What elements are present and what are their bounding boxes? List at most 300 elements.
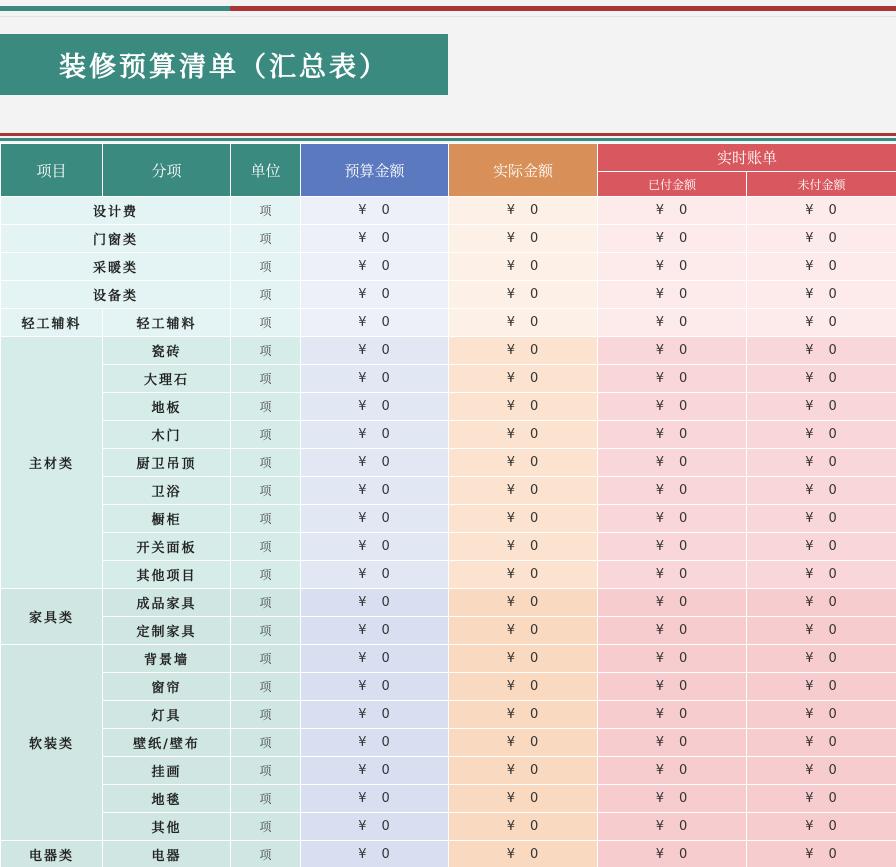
currency-symbol: ¥: [655, 455, 665, 470]
currency-symbol: ¥: [655, 399, 665, 414]
actual-value: 0: [530, 847, 540, 862]
currency-symbol: ¥: [655, 623, 665, 638]
budget-amount-cell[interactable]: [301, 225, 449, 253]
unpaid-value: 0: [828, 343, 838, 358]
budget-amount-cell[interactable]: [301, 785, 449, 813]
unpaid-amount-cell[interactable]: [747, 253, 896, 281]
unpaid-value: 0: [828, 595, 838, 610]
currency-symbol: ¥: [506, 483, 516, 498]
currency-symbol: ¥: [655, 791, 665, 806]
actual-value: 0: [530, 343, 540, 358]
category-cell[interactable]: 软装类: [1, 645, 103, 841]
budget-amount-cell[interactable]: [301, 645, 449, 673]
currency-symbol: ¥: [506, 203, 516, 218]
budget-amount-cell[interactable]: [301, 673, 449, 701]
unpaid-value: 0: [828, 539, 838, 554]
subitem-cell[interactable]: 厨卫吊顶: [103, 449, 231, 477]
unpaid-amount-cell[interactable]: [747, 785, 896, 813]
actual-amount-cell[interactable]: [449, 785, 598, 813]
header-realtime-bill[interactable]: 实时账单: [598, 144, 896, 172]
unpaid-value: 0: [828, 259, 838, 274]
subitem-cell[interactable]: 其他: [103, 813, 231, 841]
unpaid-amount-cell[interactable]: [747, 281, 896, 309]
category-cell[interactable]: 采暖类: [1, 253, 231, 281]
currency-symbol: ¥: [506, 539, 516, 554]
currency-symbol: ¥: [506, 707, 516, 722]
paid-amount-cell[interactable]: [598, 729, 747, 757]
category-cell[interactable]: 门窗类: [1, 225, 231, 253]
category-cell[interactable]: 设计费: [1, 197, 231, 225]
currency-symbol: ¥: [805, 287, 815, 302]
paid-value: 0: [679, 819, 689, 834]
currency-symbol: ¥: [506, 455, 516, 470]
actual-amount-cell[interactable]: [449, 729, 598, 757]
budget-value: 0: [381, 707, 391, 722]
currency-symbol: ¥: [358, 427, 368, 442]
unpaid-amount-cell[interactable]: [747, 225, 896, 253]
subitem-cell[interactable]: 挂画: [103, 757, 231, 785]
currency-symbol: ¥: [805, 539, 815, 554]
currency-symbol: ¥: [358, 595, 368, 610]
unit-cell[interactable]: 项: [231, 393, 301, 421]
budget-value: 0: [381, 847, 391, 862]
actual-value: 0: [530, 399, 540, 414]
table-row: [1, 197, 896, 225]
budget-amount-cell[interactable]: [301, 393, 449, 421]
unit-cell[interactable]: 项: [231, 309, 301, 337]
unpaid-amount-cell[interactable]: [747, 337, 896, 365]
budget-amount-cell[interactable]: [301, 197, 449, 225]
currency-symbol: ¥: [655, 567, 665, 582]
unit-cell[interactable]: 项: [231, 617, 301, 645]
unpaid-amount-cell[interactable]: [747, 393, 896, 421]
paid-amount-cell[interactable]: [598, 813, 747, 841]
unit-cell[interactable]: 项: [231, 449, 301, 477]
unpaid-value: 0: [828, 791, 838, 806]
subitem-cell[interactable]: 其他项目: [103, 561, 231, 589]
paid-value: 0: [679, 287, 689, 302]
currency-symbol: ¥: [506, 371, 516, 386]
currency-symbol: ¥: [655, 707, 665, 722]
table-row: [1, 617, 896, 645]
title-stripe-teal: [0, 138, 896, 141]
currency-symbol: ¥: [805, 511, 815, 526]
budget-amount-cell[interactable]: [301, 729, 449, 757]
currency-symbol: ¥: [506, 259, 516, 274]
actual-value: 0: [530, 567, 540, 582]
budget-amount-cell[interactable]: [301, 841, 449, 867]
unpaid-amount-cell[interactable]: [747, 365, 896, 393]
paid-amount-cell[interactable]: [598, 533, 747, 561]
currency-symbol: ¥: [358, 679, 368, 694]
unit-cell[interactable]: 项: [231, 589, 301, 617]
actual-amount-cell[interactable]: [449, 505, 598, 533]
paid-amount-cell[interactable]: [598, 841, 747, 867]
budget-amount-cell[interactable]: [301, 365, 449, 393]
actual-amount-cell[interactable]: [449, 701, 598, 729]
currency-symbol: ¥: [805, 819, 815, 834]
currency-symbol: ¥: [506, 399, 516, 414]
paid-value: 0: [679, 231, 689, 246]
paid-amount-cell[interactable]: [598, 673, 747, 701]
subitem-cell[interactable]: 灯具: [103, 701, 231, 729]
currency-symbol: ¥: [358, 231, 368, 246]
actual-value: 0: [530, 651, 540, 666]
table-row: [1, 421, 896, 449]
currency-symbol: ¥: [506, 343, 516, 358]
unpaid-amount-cell[interactable]: [747, 309, 896, 337]
actual-value: 0: [530, 735, 540, 750]
paid-amount-cell[interactable]: [598, 281, 747, 309]
header-paid[interactable]: 已付金额: [598, 172, 747, 197]
actual-amount-cell[interactable]: [449, 757, 598, 785]
budget-amount-cell[interactable]: [301, 309, 449, 337]
subitem-cell[interactable]: 成品家具: [103, 589, 231, 617]
budget-amount-cell[interactable]: [301, 253, 449, 281]
budget-amount-cell[interactable]: [301, 813, 449, 841]
budget-value: 0: [381, 455, 391, 470]
top-divider: [0, 16, 896, 17]
subitem-cell[interactable]: 电器: [103, 841, 231, 867]
unpaid-amount-cell[interactable]: [747, 477, 896, 505]
actual-amount-cell[interactable]: [449, 421, 598, 449]
subitem-cell[interactable]: 卫浴: [103, 477, 231, 505]
subitem-cell[interactable]: 地毯: [103, 785, 231, 813]
unit-cell[interactable]: 项: [231, 813, 301, 841]
paid-amount-cell[interactable]: [598, 309, 747, 337]
actual-amount-cell[interactable]: [449, 337, 598, 365]
currency-symbol: ¥: [655, 287, 665, 302]
budget-value: 0: [381, 231, 391, 246]
budget-amount-cell[interactable]: [301, 449, 449, 477]
actual-value: 0: [530, 791, 540, 806]
unit-cell[interactable]: 项: [231, 561, 301, 589]
paid-amount-cell[interactable]: [598, 701, 747, 729]
currency-symbol: ¥: [805, 203, 815, 218]
paid-amount-cell[interactable]: [598, 225, 747, 253]
subitem-cell[interactable]: 壁纸/壁布: [103, 729, 231, 757]
budget-value: 0: [381, 763, 391, 778]
budget-table: [0, 143, 896, 867]
unpaid-amount-cell[interactable]: [747, 729, 896, 757]
paid-value: 0: [679, 539, 689, 554]
currency-symbol: ¥: [805, 651, 815, 666]
unit-cell[interactable]: 项: [231, 645, 301, 673]
paid-amount-cell[interactable]: [598, 645, 747, 673]
paid-amount-cell[interactable]: [598, 253, 747, 281]
currency-symbol: ¥: [506, 763, 516, 778]
actual-amount-cell[interactable]: [449, 561, 598, 589]
currency-symbol: ¥: [655, 651, 665, 666]
actual-amount-cell[interactable]: [449, 589, 598, 617]
actual-value: 0: [530, 287, 540, 302]
paid-value: 0: [679, 203, 689, 218]
budget-value: 0: [381, 399, 391, 414]
unit-cell[interactable]: 项: [231, 365, 301, 393]
currency-symbol: ¥: [805, 763, 815, 778]
currency-symbol: ¥: [655, 203, 665, 218]
actual-amount-cell[interactable]: [449, 813, 598, 841]
actual-amount-cell[interactable]: [449, 673, 598, 701]
actual-amount-cell[interactable]: [449, 281, 598, 309]
paid-amount-cell[interactable]: [598, 421, 747, 449]
currency-symbol: ¥: [358, 287, 368, 302]
budget-amount-cell[interactable]: [301, 617, 449, 645]
table-row: [1, 673, 896, 701]
table-row: [1, 841, 896, 867]
budget-amount-cell[interactable]: [301, 589, 449, 617]
category-cell[interactable]: 轻工辅料: [1, 309, 103, 337]
table-row: [1, 253, 896, 281]
actual-amount-cell[interactable]: [449, 533, 598, 561]
paid-value: 0: [679, 259, 689, 274]
subitem-cell[interactable]: 橱柜: [103, 505, 231, 533]
paid-amount-cell[interactable]: [598, 505, 747, 533]
table-row: [1, 589, 896, 617]
table-row: [1, 505, 896, 533]
table-row: [1, 813, 896, 841]
budget-value: 0: [381, 679, 391, 694]
currency-symbol: ¥: [358, 511, 368, 526]
unpaid-amount-cell[interactable]: [747, 617, 896, 645]
paid-value: 0: [679, 623, 689, 638]
paid-value: 0: [679, 399, 689, 414]
currency-symbol: ¥: [358, 371, 368, 386]
unit-cell[interactable]: 项: [231, 337, 301, 365]
sheet-title: 装修预算清单（汇总表）: [0, 34, 448, 95]
subitem-cell[interactable]: 背景墙: [103, 645, 231, 673]
unpaid-value: 0: [828, 511, 838, 526]
currency-symbol: ¥: [506, 511, 516, 526]
unit-cell[interactable]: 项: [231, 225, 301, 253]
unpaid-amount-cell[interactable]: [747, 589, 896, 617]
actual-amount-cell[interactable]: [449, 449, 598, 477]
subitem-cell[interactable]: 大理石: [103, 365, 231, 393]
actual-amount-cell[interactable]: [449, 645, 598, 673]
unpaid-value: 0: [828, 819, 838, 834]
top-accent-bar-teal: [0, 6, 230, 11]
unpaid-amount-cell[interactable]: [747, 841, 896, 867]
unpaid-amount-cell[interactable]: [747, 505, 896, 533]
currency-symbol: ¥: [805, 427, 815, 442]
actual-amount-cell[interactable]: [449, 225, 598, 253]
unpaid-value: 0: [828, 763, 838, 778]
paid-value: 0: [679, 427, 689, 442]
subitem-cell[interactable]: 开关面板: [103, 533, 231, 561]
actual-value: 0: [530, 427, 540, 442]
actual-value: 0: [530, 203, 540, 218]
currency-symbol: ¥: [805, 343, 815, 358]
unpaid-amount-cell[interactable]: [747, 813, 896, 841]
paid-amount-cell[interactable]: [598, 757, 747, 785]
paid-amount-cell[interactable]: [598, 337, 747, 365]
actual-amount-cell[interactable]: [449, 253, 598, 281]
paid-amount-cell[interactable]: [598, 561, 747, 589]
budget-value: 0: [381, 567, 391, 582]
currency-symbol: ¥: [358, 623, 368, 638]
unit-cell[interactable]: 项: [231, 477, 301, 505]
paid-value: 0: [679, 791, 689, 806]
unpaid-value: 0: [828, 735, 838, 750]
paid-amount-cell[interactable]: [598, 393, 747, 421]
unpaid-value: 0: [828, 371, 838, 386]
budget-value: 0: [381, 595, 391, 610]
paid-amount-cell[interactable]: [598, 197, 747, 225]
unit-cell[interactable]: 项: [231, 505, 301, 533]
currency-symbol: ¥: [358, 203, 368, 218]
actual-value: 0: [530, 455, 540, 470]
currency-symbol: ¥: [805, 231, 815, 246]
unit-cell[interactable]: 项: [231, 701, 301, 729]
header-project[interactable]: 项目: [1, 144, 103, 197]
paid-amount-cell[interactable]: [598, 617, 747, 645]
category-cell[interactable]: 电器类: [1, 841, 103, 867]
paid-amount-cell[interactable]: [598, 589, 747, 617]
subitem-cell[interactable]: 木门: [103, 421, 231, 449]
subitem-cell[interactable]: 窗帘: [103, 673, 231, 701]
actual-value: 0: [530, 315, 540, 330]
budget-amount-cell[interactable]: [301, 561, 449, 589]
currency-symbol: ¥: [805, 623, 815, 638]
table-row: [1, 337, 896, 365]
unit-cell[interactable]: 项: [231, 785, 301, 813]
table-row: [1, 757, 896, 785]
unit-cell[interactable]: 项: [231, 253, 301, 281]
budget-value: 0: [381, 791, 391, 806]
currency-symbol: ¥: [655, 371, 665, 386]
table-row: [1, 477, 896, 505]
actual-amount-cell[interactable]: [449, 393, 598, 421]
currency-symbol: ¥: [655, 819, 665, 834]
actual-amount-cell[interactable]: [449, 841, 598, 867]
paid-value: 0: [679, 315, 689, 330]
currency-symbol: ¥: [506, 679, 516, 694]
budget-value: 0: [381, 259, 391, 274]
subitem-cell[interactable]: 瓷砖: [103, 337, 231, 365]
unpaid-amount-cell[interactable]: [747, 197, 896, 225]
budget-amount-cell[interactable]: [301, 533, 449, 561]
unpaid-value: 0: [828, 707, 838, 722]
actual-amount-cell[interactable]: [449, 617, 598, 645]
unit-cell[interactable]: 项: [231, 757, 301, 785]
subitem-cell[interactable]: 轻工辅料: [103, 309, 231, 337]
paid-value: 0: [679, 763, 689, 778]
paid-amount-cell[interactable]: [598, 365, 747, 393]
budget-amount-cell[interactable]: [301, 281, 449, 309]
currency-symbol: ¥: [358, 763, 368, 778]
currency-symbol: ¥: [506, 819, 516, 834]
currency-symbol: ¥: [506, 231, 516, 246]
currency-symbol: ¥: [506, 623, 516, 638]
budget-value: 0: [381, 539, 391, 554]
unit-cell[interactable]: 项: [231, 841, 301, 867]
budget-value: 0: [381, 651, 391, 666]
unpaid-amount-cell[interactable]: [747, 701, 896, 729]
paid-value: 0: [679, 735, 689, 750]
currency-symbol: ¥: [655, 847, 665, 862]
header-budget[interactable]: 预算金额: [301, 144, 449, 197]
unit-cell[interactable]: 项: [231, 729, 301, 757]
actual-amount-cell[interactable]: [449, 309, 598, 337]
currency-symbol: ¥: [506, 315, 516, 330]
paid-value: 0: [679, 371, 689, 386]
unpaid-value: 0: [828, 847, 838, 862]
unpaid-value: 0: [828, 679, 838, 694]
currency-symbol: ¥: [506, 651, 516, 666]
currency-symbol: ¥: [805, 483, 815, 498]
category-cell[interactable]: 主材类: [1, 337, 103, 589]
actual-value: 0: [530, 623, 540, 638]
unpaid-amount-cell[interactable]: [747, 421, 896, 449]
actual-value: 0: [530, 231, 540, 246]
currency-symbol: ¥: [655, 343, 665, 358]
unpaid-amount-cell[interactable]: [747, 757, 896, 785]
budget-amount-cell[interactable]: [301, 421, 449, 449]
unit-cell[interactable]: 项: [231, 197, 301, 225]
table-row: [1, 785, 896, 813]
unpaid-amount-cell[interactable]: [747, 449, 896, 477]
actual-value: 0: [530, 511, 540, 526]
budget-amount-cell[interactable]: [301, 505, 449, 533]
currency-symbol: ¥: [655, 679, 665, 694]
unpaid-value: 0: [828, 651, 838, 666]
currency-symbol: ¥: [358, 707, 368, 722]
subitem-cell[interactable]: 定制家具: [103, 617, 231, 645]
unit-cell[interactable]: 项: [231, 673, 301, 701]
unpaid-amount-cell[interactable]: [747, 561, 896, 589]
actual-amount-cell[interactable]: [449, 365, 598, 393]
currency-symbol: ¥: [506, 595, 516, 610]
header-subitem[interactable]: 分项: [103, 144, 231, 197]
actual-amount-cell[interactable]: [449, 477, 598, 505]
unit-cell[interactable]: 项: [231, 533, 301, 561]
budget-value: 0: [381, 203, 391, 218]
currency-symbol: ¥: [805, 679, 815, 694]
unpaid-amount-cell[interactable]: [747, 673, 896, 701]
currency-symbol: ¥: [506, 567, 516, 582]
currency-symbol: ¥: [506, 427, 516, 442]
subitem-cell[interactable]: 地板: [103, 393, 231, 421]
paid-amount-cell[interactable]: [598, 785, 747, 813]
actual-amount-cell[interactable]: [449, 197, 598, 225]
unit-cell[interactable]: 项: [231, 421, 301, 449]
budget-value: 0: [381, 287, 391, 302]
header-unpaid[interactable]: 未付金额: [747, 172, 896, 197]
budget-value: 0: [381, 343, 391, 358]
unpaid-amount-cell[interactable]: [747, 645, 896, 673]
actual-value: 0: [530, 259, 540, 274]
header-unit[interactable]: 单位: [231, 144, 301, 197]
unpaid-amount-cell[interactable]: [747, 533, 896, 561]
paid-amount-cell[interactable]: [598, 449, 747, 477]
budget-amount-cell[interactable]: [301, 477, 449, 505]
unit-cell[interactable]: 项: [231, 281, 301, 309]
budget-amount-cell[interactable]: [301, 701, 449, 729]
currency-symbol: ¥: [805, 791, 815, 806]
currency-symbol: ¥: [506, 791, 516, 806]
currency-symbol: ¥: [358, 455, 368, 470]
budget-amount-cell[interactable]: [301, 757, 449, 785]
table-row: [1, 393, 896, 421]
category-cell[interactable]: 设备类: [1, 281, 231, 309]
category-cell[interactable]: 家具类: [1, 589, 103, 645]
currency-symbol: ¥: [358, 651, 368, 666]
paid-value: 0: [679, 651, 689, 666]
budget-amount-cell[interactable]: [301, 337, 449, 365]
actual-value: 0: [530, 763, 540, 778]
paid-amount-cell[interactable]: [598, 477, 747, 505]
header-actual[interactable]: 实际金额: [449, 144, 598, 197]
